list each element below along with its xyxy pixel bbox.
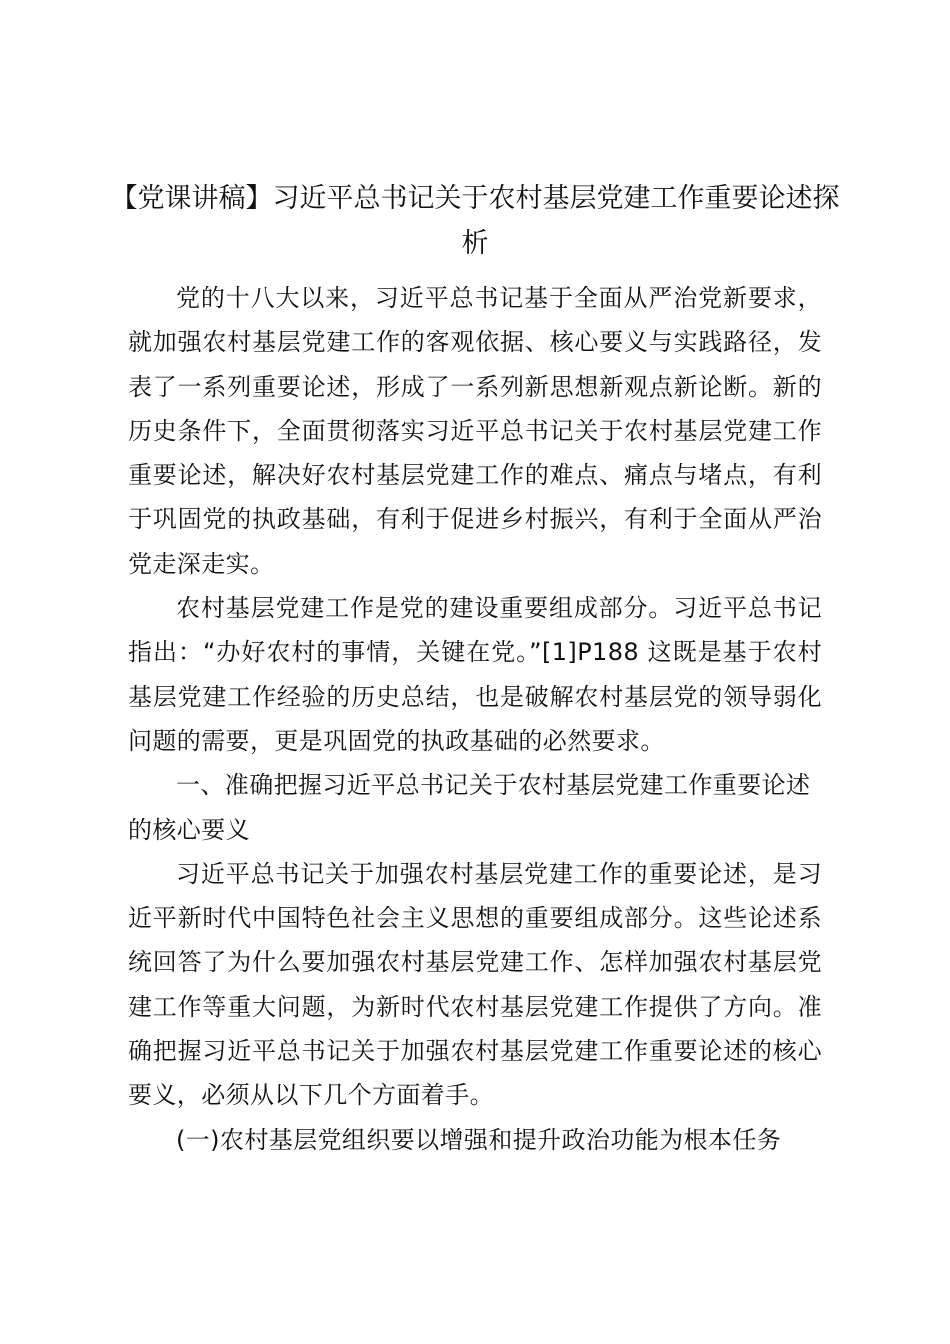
section-1-paragraph: 习近平总书记关于加强农村基层党建工作的重要论述，是习近平新时代中国特色社会主义思想的重要组成部分。这些论述系统回答了为什么要加强农村基层党建工作、怎样加强农村基层党建工作等重大问题，为新时代农村基层党建工作提供了方向。准确把握习近平总书记关于加强农村基层党建工作重要论述的核心要义，必须从以下几个方面着手。 [128, 859, 822, 1110]
subsection-heading-1: (一)农村基层党组织要以增强和提升政治功能为根本任务 [176, 1125, 782, 1154]
document-body [128, 276, 822, 1162]
intro-paragraph-2: 农村基层党建工作是党的建设重要组成部分。习近平总书记指出：“办好农村的事情，关键在党。”[1]P188 这既是基于农村基层党建工作经验的历史总结，也是破解农村基层党的领导弱化问题的需要，更是巩固党的执政基础的必然要求。 [128, 594, 822, 755]
section-heading-1: 一、准确把握习近平总书记关于农村基层党建工作重要论述的核心要义 [128, 771, 811, 844]
intro-paragraph-1: 党的十八大以来，习近平总书记基于全面从严治党新要求，就加强农村基层党建工作的客观依据、核心要义与实践路径，发表了一系列重要论述，形成了一系列新思想新观点新论断。新的历史条件下，全面贯彻落实习近平总书记关于农村基层党建工作重要论述，解决好农村基层党建工作的难点、痛点与堵点，有利于巩固党的执政基础，有利于促进乡村振兴，有利于全面从严治党走深走实。 [128, 284, 822, 578]
document-title: 【党课讲稿】习近平总书记关于农村基层党建工作重要论述探析 [110, 183, 840, 259]
